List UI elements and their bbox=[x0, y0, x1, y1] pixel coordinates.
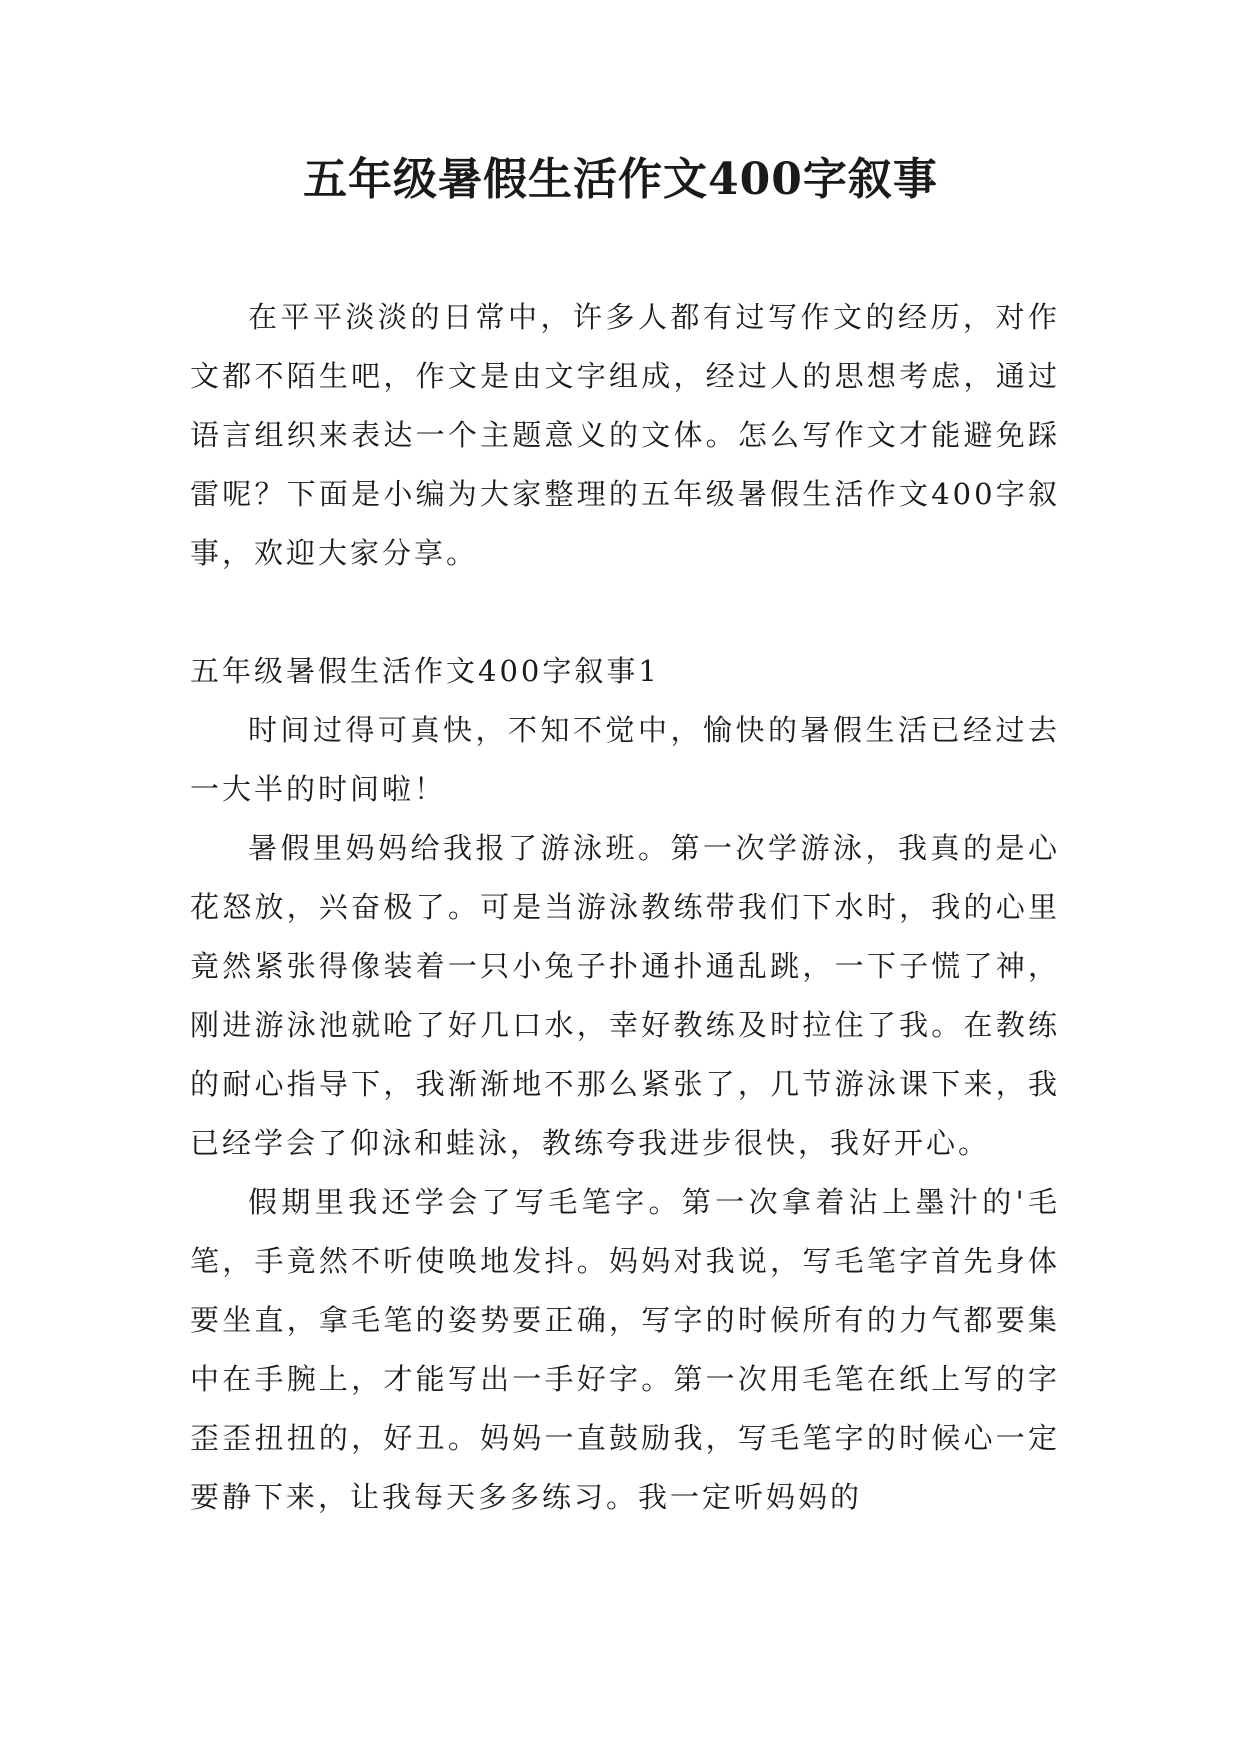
intro-paragraph: 在平平淡淡的日常中，许多人都有过写作文的经历，对作文都不陌生吧，作文是由文字组成，经过人的思想考虑，通过语言组织来表达一个主题意义的文体。怎么写作文才能避免踩雷呢？下面是小编为大家整理的五年级暑假生活作文400字叙事，欢迎大家分享。 bbox=[190, 300, 1060, 570]
body-paragraph-1: 时间过得可真快，不知不觉中，愉快的暑假生活已经过去一大半的时间啦！ bbox=[190, 713, 1060, 806]
document-title: 五年级暑假生活作文400字叙事 bbox=[303, 154, 938, 205]
body-paragraph-2: 暑假里妈妈给我报了游泳班。第一次学游泳，我真的是心花怒放，兴奋极了。可是当游泳教练带我们下水时，我的心里竟然紧张得像装着一只小兔子扑通扑通乱跳，一下子慌了神，刚进游泳池就呛了好几口水，幸好教练及时拉住了我。在教练的耐心指导下，我渐渐地不那么紧张了，几节游泳课下来，我已经学会了仰泳和蛙泳，教练夸我进步很快，我好开心。 bbox=[190, 831, 1060, 1160]
body-paragraph-3: 假期里我还学会了写毛笔字。第一次拿着沾上墨汁的'毛笔，手竟然不听使唤地发抖。妈妈对我说，写毛笔字首先身体要坐直，拿毛笔的姿势要正确，写字的时候所有的力气都要集中在手腕上，才能写出一手好字。第一次用毛笔在纸上写的字歪歪扭扭的，好丑。妈妈一直鼓励我，写毛笔字的时候心一定要静下来，让我每天多多练习。我一定听妈妈的 bbox=[190, 1185, 1060, 1514]
document-body bbox=[190, 288, 1060, 1527]
section-heading: 五年级暑假生活作文400字叙事1 bbox=[190, 654, 660, 688]
